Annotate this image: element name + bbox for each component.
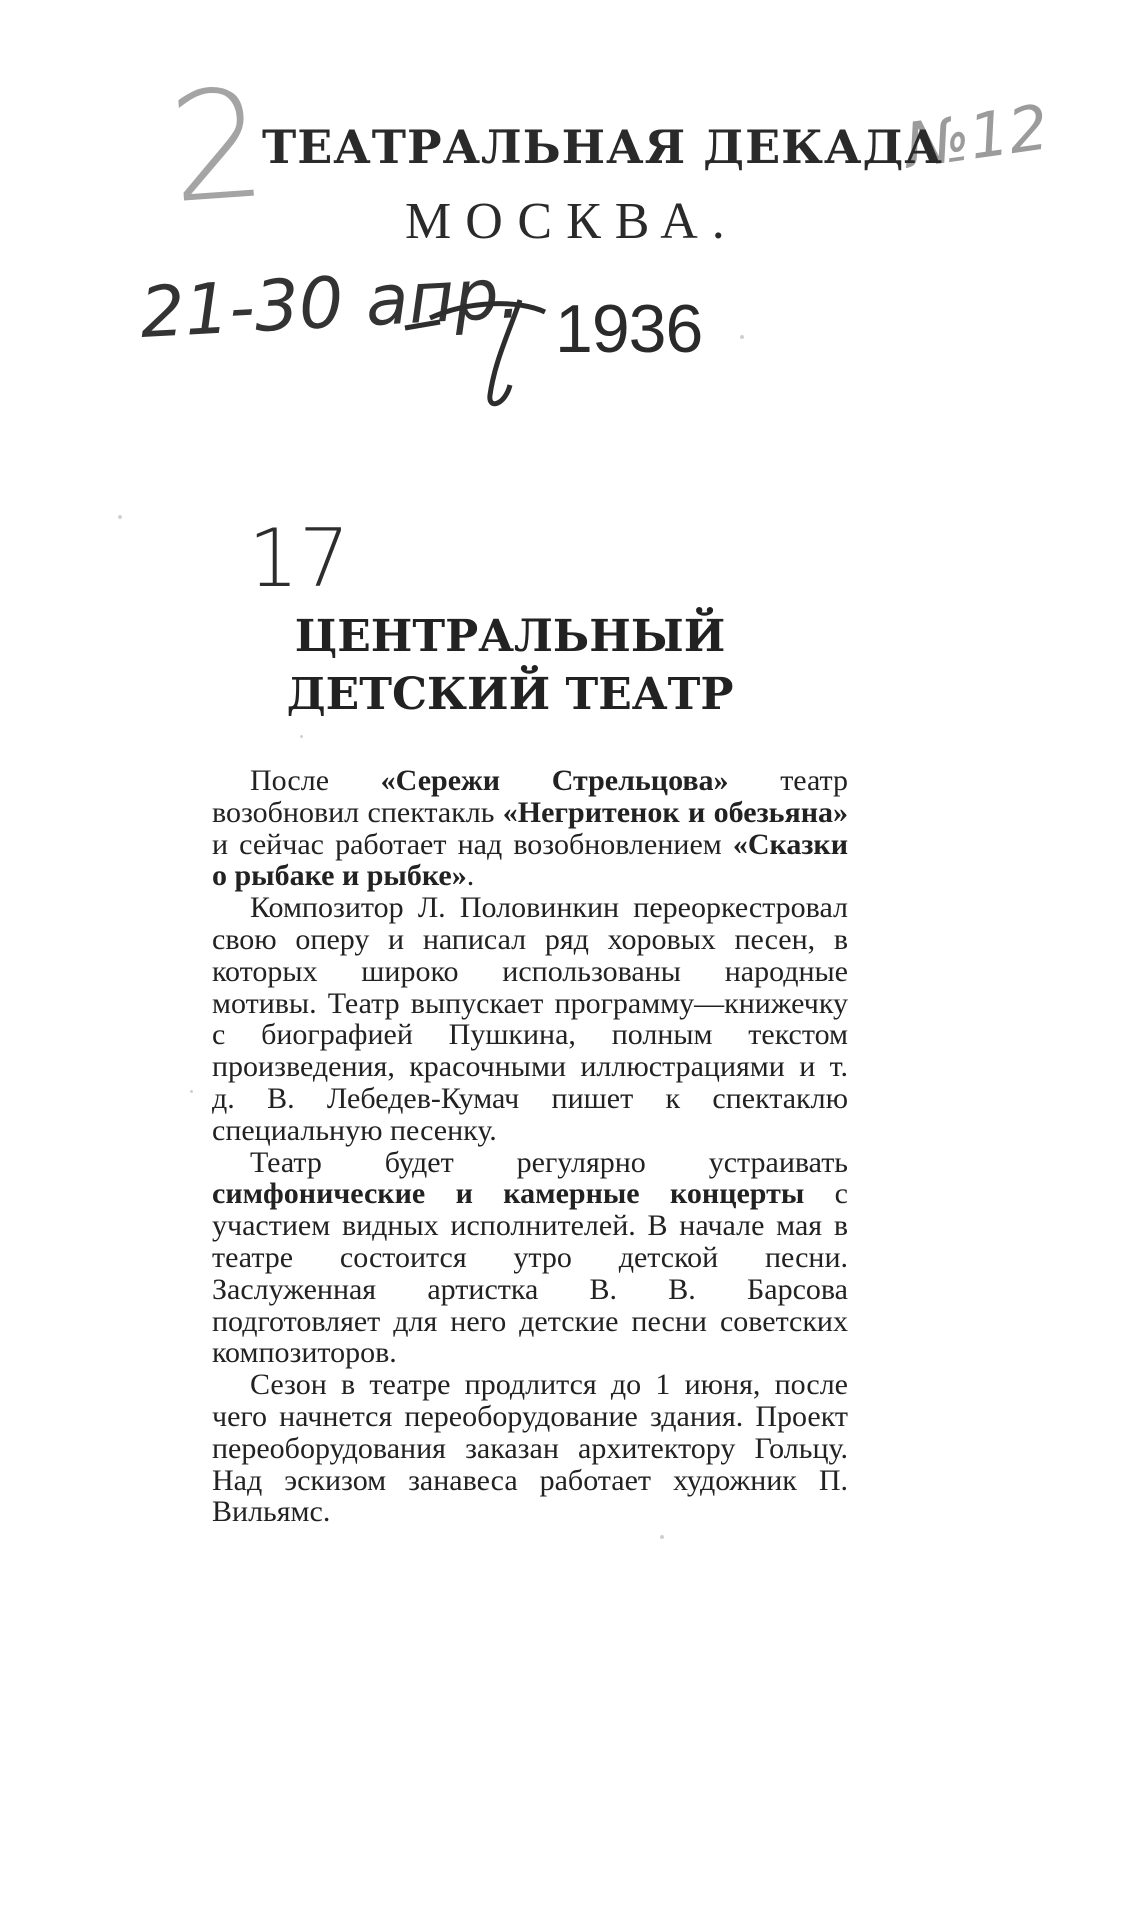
scan-speck — [300, 735, 303, 738]
handwritten-page-number: 17 — [248, 512, 350, 605]
text-run: . — [466, 859, 475, 893]
article-headline — [230, 608, 790, 724]
scan-speck — [660, 1535, 664, 1539]
paragraph-2 — [212, 892, 848, 1146]
article-body — [212, 765, 848, 1528]
text-run: После — [250, 764, 381, 797]
scan-speck — [740, 335, 744, 339]
text-run: Сезон в театре продлится до 1 июня, после чего начнется переоборудование здания. Проект переоборудования заказан архитектору Гольцу. Над эскизом занавеса работает художник П. Вильямс. — [212, 1368, 848, 1529]
text-run: Композитор Л. Половинкин переоркестровал свою оперу и написал ряд хоровых песен, в которых широко использованы народные мотивы. Театр выпускает программу—книжечку с биографией Пушкина, полным текстом произведения, красочными иллюстрациями и т. д. В. Лебедев-Кумач пишет к спектаклю специальную песенку. — [212, 891, 848, 1147]
newspaper-city: МОСКВА. — [405, 193, 739, 250]
handwritten-date: 21-30 апр. — [138, 252, 523, 354]
paragraph-3 — [212, 1147, 848, 1370]
text-run: и сейчас работает над возобновлением — [212, 827, 733, 861]
printed-year: 1936 — [555, 291, 703, 367]
text-run: театр возобновил спектакль — [212, 764, 848, 829]
headline-line-2: ДЕТСКИЙ ТЕАТР — [286, 669, 734, 720]
paragraph-4 — [212, 1369, 848, 1528]
bold-run: «Сказки о рыбаке и рыбке» — [212, 827, 848, 893]
text-run: Театр будет регулярно устраивать — [250, 1145, 848, 1179]
newspaper-title: ТЕАТРАЛЬНАЯ ДЕКАДА — [262, 120, 943, 174]
headline-line-1: ЦЕНТРАЛЬНЫЙ — [294, 611, 726, 662]
handwritten-number-left: 2 — [164, 56, 272, 238]
bold-run: симфонические и камерные концерты — [212, 1177, 805, 1211]
scan-speck — [190, 1090, 193, 1093]
text-run: с участием видных исполнителей. В начале мая в театре состоится утро детской песни. Заслуженная артистка В. В. Барсова подготовляет для него детские песни советских композиторов. — [212, 1177, 848, 1370]
scan-speck — [118, 515, 122, 519]
handwritten-issue-number: №12 — [900, 90, 1053, 183]
bold-run: «Сережи Стрельцова» — [380, 764, 729, 797]
paragraph-1 — [212, 765, 848, 892]
bold-run: «Негритенок и обезьяна» — [502, 795, 848, 829]
